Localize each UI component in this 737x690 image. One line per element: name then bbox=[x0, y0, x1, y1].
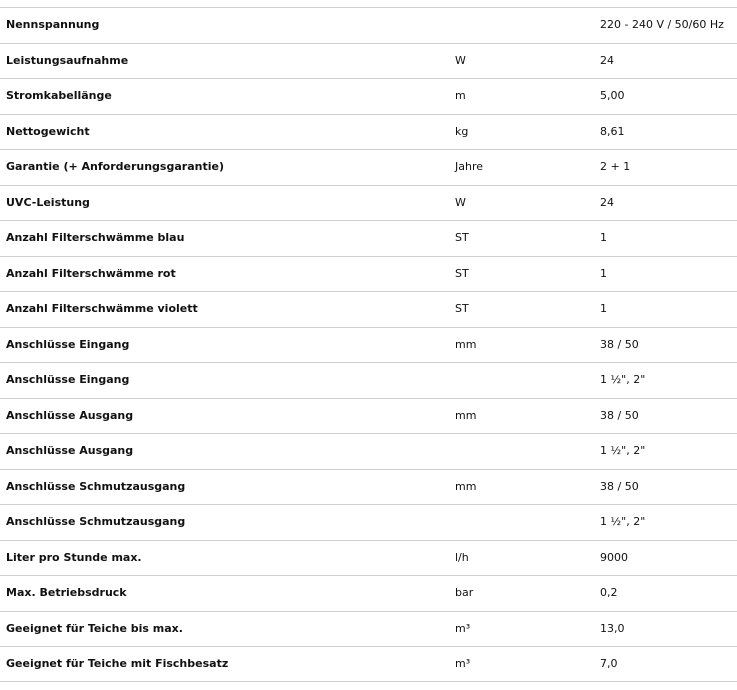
spec-value: 0,2 bbox=[600, 586, 618, 600]
spec-unit: W bbox=[455, 195, 466, 209]
spec-unit: Jahre bbox=[455, 160, 484, 174]
spec-name: Anschlüsse Ausgang bbox=[6, 408, 134, 422]
spec-row bbox=[0, 646, 737, 682]
spec-row bbox=[0, 362, 737, 398]
spec-row bbox=[0, 7, 737, 43]
spec-value: 220 - 240 V / 50/60 Hz bbox=[600, 18, 724, 32]
spec-row bbox=[0, 114, 737, 150]
spec-unit: ST bbox=[455, 302, 469, 316]
spec-unit: m bbox=[455, 89, 466, 103]
spec-name: Anzahl Filterschwämme violett bbox=[6, 302, 198, 316]
spec-unit: m³ bbox=[455, 656, 471, 670]
spec-row bbox=[0, 575, 737, 611]
spec-name: Garantie (+ Anforderungsgarantie) bbox=[6, 160, 224, 174]
spec-row bbox=[0, 433, 737, 469]
spec-row bbox=[0, 327, 737, 363]
spec-row bbox=[0, 611, 737, 647]
spec-name: Anschlüsse Schmutzausgang bbox=[6, 479, 186, 493]
spec-name: Geeignet für Teiche mit Fischbesatz bbox=[6, 656, 229, 670]
spec-value: 38 / 50 bbox=[600, 408, 639, 422]
spec-row bbox=[0, 149, 737, 185]
spec-name: Anschlüsse Schmutzausgang bbox=[6, 515, 186, 529]
spec-value: 7,0 bbox=[600, 656, 618, 670]
spec-row bbox=[0, 220, 737, 256]
spec-row bbox=[0, 469, 737, 505]
spec-value: 1 bbox=[600, 302, 607, 316]
spec-name: Liter pro Stunde max. bbox=[6, 550, 142, 564]
spec-name: Geeignet für Teiche bis max. bbox=[6, 621, 183, 635]
spec-row bbox=[0, 291, 737, 327]
spec-value: 38 / 50 bbox=[600, 479, 639, 493]
spec-row bbox=[0, 78, 737, 114]
spec-unit: bar bbox=[455, 586, 474, 600]
spec-value: 1 ½", 2" bbox=[600, 373, 646, 387]
spec-value: 24 bbox=[600, 195, 614, 209]
spec-value: 8,61 bbox=[600, 124, 625, 138]
spec-row bbox=[0, 185, 737, 221]
spec-name: Anschlüsse Eingang bbox=[6, 337, 130, 351]
spec-row bbox=[0, 540, 737, 576]
spec-value: 1 ½", 2" bbox=[600, 515, 646, 529]
spec-value: 1 bbox=[600, 231, 607, 245]
spec-unit: l/h bbox=[455, 550, 469, 564]
spec-value: 13,0 bbox=[600, 621, 625, 635]
spec-row bbox=[0, 504, 737, 540]
spec-value: 9000 bbox=[600, 550, 628, 564]
spec-name: Nennspannung bbox=[6, 18, 100, 32]
spec-name: Anschlüsse Eingang bbox=[6, 373, 130, 387]
spec-table bbox=[0, 7, 737, 682]
spec-unit: mm bbox=[455, 337, 477, 351]
spec-row bbox=[0, 256, 737, 292]
spec-unit: W bbox=[455, 53, 466, 67]
spec-name: Nettogewicht bbox=[6, 124, 90, 138]
spec-row bbox=[0, 398, 737, 434]
spec-name: Max. Betriebsdruck bbox=[6, 586, 127, 600]
spec-name: Anschlüsse Ausgang bbox=[6, 444, 134, 458]
spec-unit: m³ bbox=[455, 621, 471, 635]
spec-name: Stromkabellänge bbox=[6, 89, 112, 103]
spec-value: 2 + 1 bbox=[600, 160, 631, 174]
spec-unit: mm bbox=[455, 479, 477, 493]
spec-value: 5,00 bbox=[600, 89, 625, 103]
spec-value: 38 / 50 bbox=[600, 337, 639, 351]
spec-name: Anzahl Filterschwämme rot bbox=[6, 266, 176, 280]
spec-value: 24 bbox=[600, 53, 614, 67]
spec-name: UVC-Leistung bbox=[6, 195, 90, 209]
spec-row bbox=[0, 43, 737, 79]
spec-unit: ST bbox=[455, 266, 469, 280]
spec-value: 1 bbox=[600, 266, 607, 280]
spec-unit: mm bbox=[455, 408, 477, 422]
spec-name: Anzahl Filterschwämme blau bbox=[6, 231, 185, 245]
spec-value: 1 ½", 2" bbox=[600, 444, 646, 458]
spec-name: Leistungsaufnahme bbox=[6, 53, 129, 67]
spec-unit: kg bbox=[455, 124, 469, 138]
spec-unit: ST bbox=[455, 231, 469, 245]
